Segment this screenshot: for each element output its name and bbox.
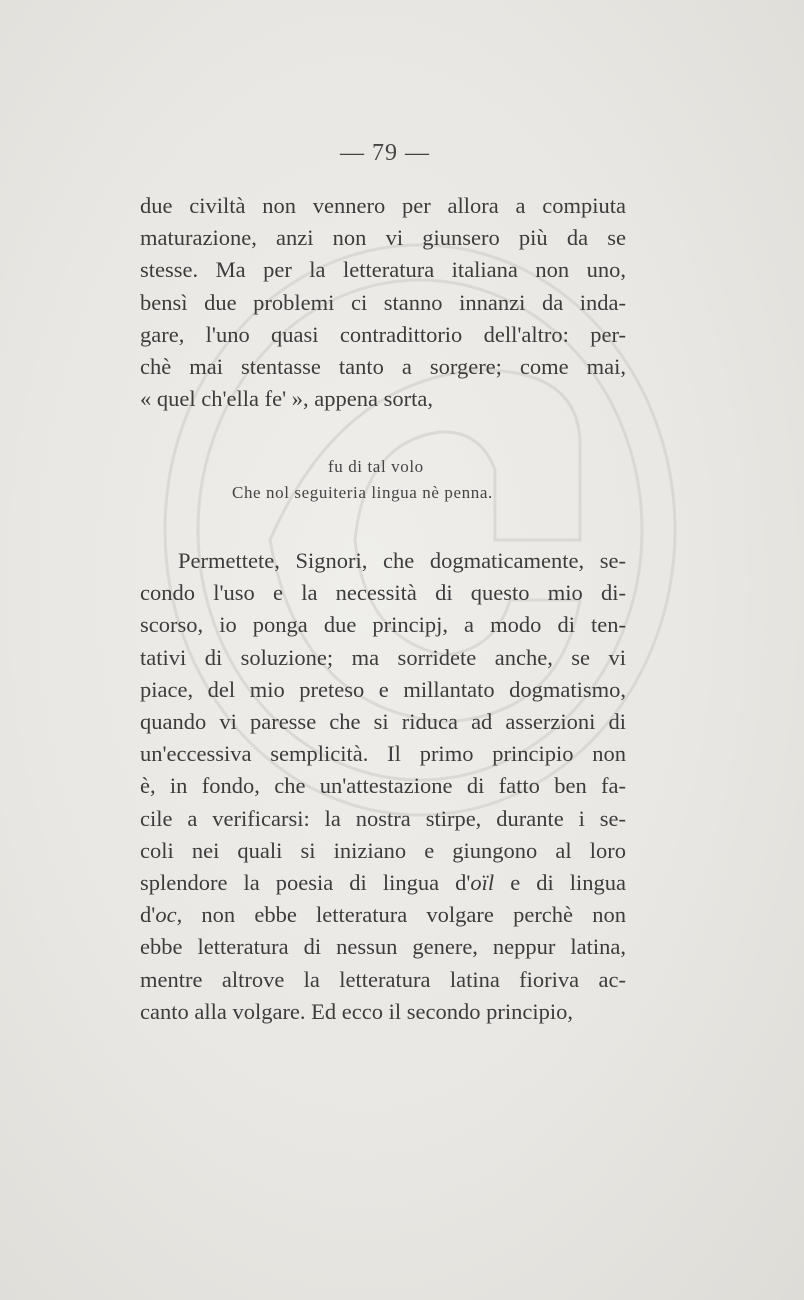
text-line: tativi di soluzione; ma sorridete anche, se vi [140, 644, 626, 670]
text-line: coli nei quali si iniziano e giungono al loro [140, 837, 626, 863]
text-line: gare, l'uno quasi contradittorio dell'altro: per- [140, 321, 626, 347]
text-line: quando vi paresse che si riduca ad asserzioni di [140, 709, 626, 735]
text-line: bensì due problemi ci stanno innanzi da inda- [140, 289, 626, 315]
italic-term: oïl [470, 870, 495, 896]
text-line: chè mai stentasse tanto a sorgere; come mai, [140, 354, 626, 380]
text-line: due civiltà non vennero per allora a compiuta [140, 193, 626, 218]
text-line: ebbe letteratura di nessun genere, neppur latina, [140, 934, 626, 960]
text-fragment: d' [140, 902, 156, 928]
text-line: un'eccessiva semplicità. Il primo principio non [140, 741, 626, 767]
text-line: mentre altrove la letteratura latina fioriva ac- [140, 966, 626, 992]
italic-term: oc [155, 902, 177, 928]
text-fragment: , non ebbe letteratura volgare perchè non [176, 902, 626, 928]
verse-line: Che nol seguiteria lingua nè penna. [232, 483, 493, 502]
text-fragment: splendore la poesia di lingua d' [140, 870, 471, 896]
text-line: cile a verificarsi: la nostra stirpe, durante i se- [140, 805, 626, 831]
page-number: — 79 — [340, 140, 430, 166]
text-line [140, 867, 626, 899]
paragraph-1 [140, 190, 626, 415]
text-line: Permettete, Signori, che dogmaticamente, se- [178, 548, 626, 573]
text-line: scorso, io ponga due principj, a modo di ten- [140, 612, 626, 638]
text-line: piace, del mio preteso e millantato dogmatismo, [140, 676, 626, 702]
text-fragment: e di lingua [494, 870, 626, 896]
verse-quotation [232, 454, 493, 506]
text-line: stesse. Ma per la letteratura italiana non uno, [140, 257, 626, 283]
paragraph-2 [140, 545, 626, 1028]
text-line: maturazione, anzi non vi giunsero più da se [140, 225, 626, 251]
text-line: condo l'uso e la necessità di questo mio di- [140, 580, 626, 606]
verse-line: fu di tal volo [328, 457, 424, 476]
text-line: « quel ch'ella fe' », appena sorta, [140, 386, 433, 412]
text-line [140, 899, 626, 931]
text-line: è, in fondo, che un'attestazione di fatto ben fa- [140, 773, 626, 799]
text-line: canto alla volgare. Ed ecco il secondo principio, [140, 998, 573, 1024]
